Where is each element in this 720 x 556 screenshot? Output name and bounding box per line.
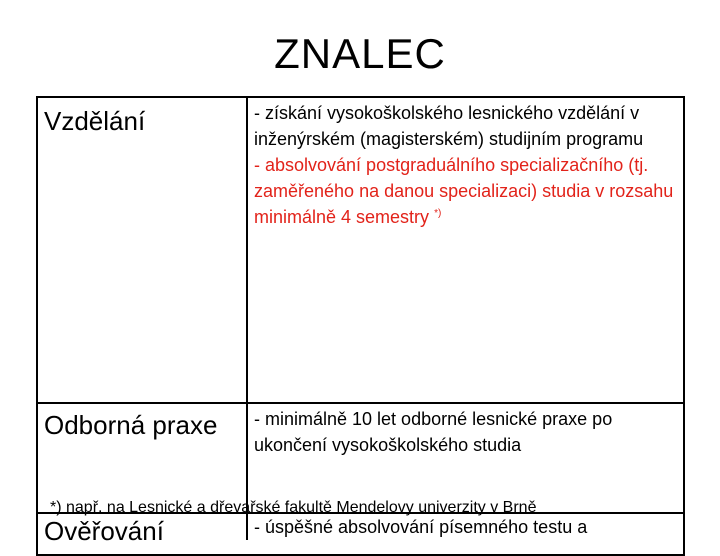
vzdelani-requirement-red-text: - absolvování postgraduálního specializačního (tj. zaměřeného na danou specializaci) studia v rozsahu minimálně 4 semestry [254, 155, 674, 227]
row-content-overovani: - úspěšné absolvování písemného testu a [254, 517, 588, 537]
row-label-vzdelani: Vzdělání [44, 106, 146, 136]
footnote-marker: *) [434, 208, 442, 219]
vzdelani-requirement-black: - získání vysokoškolského lesnického vzdělání v inženýrském (magisterském) studijním programu [254, 103, 644, 149]
row-content-vzdelani [254, 100, 679, 230]
row-label-odborna-praxe: Odborná praxe [44, 410, 218, 440]
row-divider-1 [36, 402, 685, 404]
column-divider [246, 96, 248, 540]
page-title: ZNALEC [274, 30, 446, 77]
row-content-odborna-praxe: - minimálně 10 let odborné lesnické praxe po ukončení vysokoškolského studia [254, 409, 613, 455]
vzdelani-requirement-red [254, 152, 679, 230]
row-label-overovani: Ověřování [44, 516, 164, 546]
footnote: *) např. na Lesnické a dřevařské fakultě Mendelovy univerzity v Brně [50, 499, 537, 516]
